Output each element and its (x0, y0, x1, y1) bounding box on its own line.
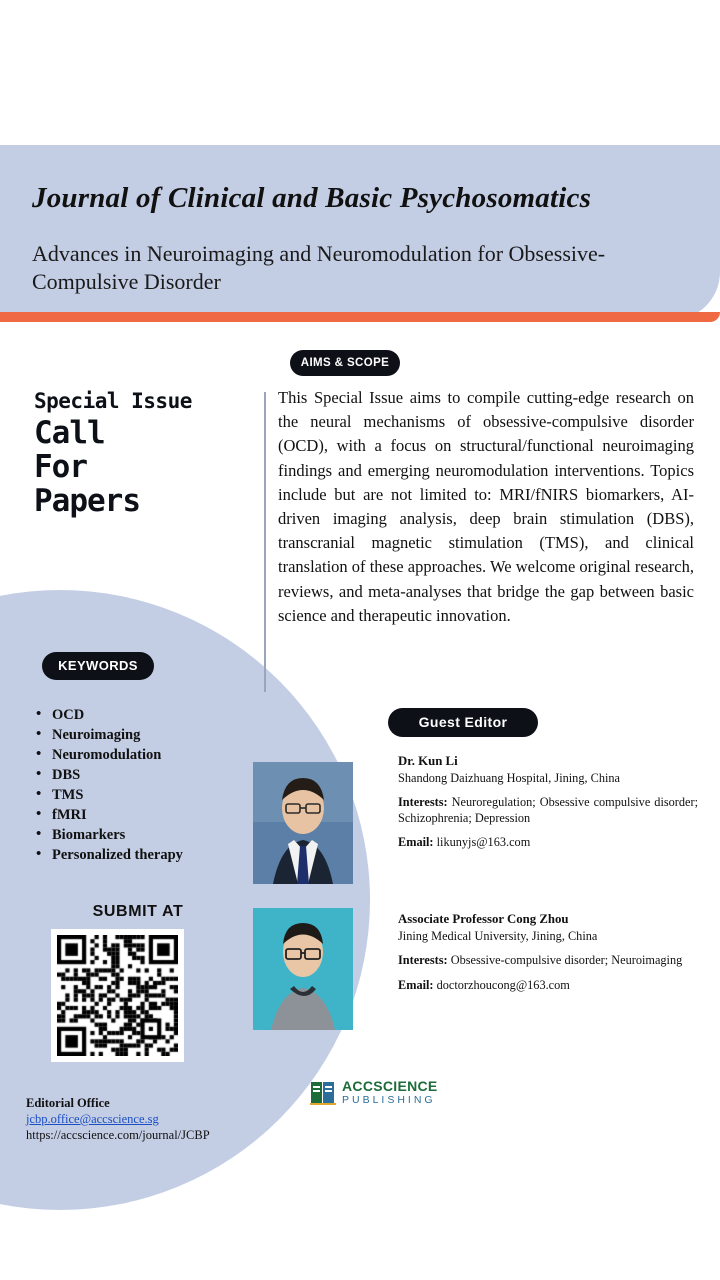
header-accent-bar (0, 312, 720, 322)
editor-interests (398, 795, 698, 826)
avatar (253, 908, 353, 1030)
list-item: • Neuroimaging (30, 726, 290, 746)
journal-title: Journal of Clinical and Basic Psychosomatics (32, 182, 592, 214)
editor-name: Associate Professor Cong Zhou (398, 912, 569, 926)
publisher-name: ACCSCIENCE (342, 1078, 438, 1094)
editor-email-label: Email: (398, 977, 434, 992)
aims-scope-badge: AIMS & SCOPE (290, 350, 400, 376)
aims-divider (264, 392, 266, 692)
list-item: • Personalized therapy (30, 846, 290, 866)
list-item: • fMRI (30, 806, 290, 826)
editorial-office (26, 1095, 326, 1143)
cfp-special-issue-label: Special Issue (34, 389, 192, 413)
editor-info-2 (398, 912, 698, 993)
list-item: • Biomarkers (30, 826, 290, 846)
editor-email-label: Email: (398, 835, 434, 849)
qr-code-canvas[interactable] (57, 935, 178, 1056)
editor-email (398, 978, 698, 994)
editor-affiliation: Jining Medical University, Jining, China (398, 928, 598, 943)
aims-scope-text: This Special Issue aims to compile cutting-edge research on the neural mechanisms of obsessive-compulsive disorder (OCD), with a focus on structural/functional neuroimaging findings and emerging neuromodulation interventions. Topics include but are not limited to: MRI/fNIRS biomarkers, AI-driven imaging analysis, deep brain stimulation (DBS), transcranial magnetic stimulation (TMS), and clinical translation of these approaches. We welcome original research, reviews, and meta-analyses that bridge the gap between basic science and therapeutic innovation. (278, 388, 694, 625)
editor-interests-label: Interests: (398, 953, 448, 967)
editor-interests (398, 953, 698, 969)
list-item: • Neuromodulation (30, 746, 290, 766)
publisher-subtitle: PUBLISHING (342, 1094, 436, 1106)
cfp-call-label: Call (34, 415, 105, 451)
keywords-badge: KEYWORDS (42, 652, 154, 680)
editor-affiliation: Shandong Daizhuang Hospital, Jining, China (398, 770, 621, 785)
qr-code[interactable] (51, 929, 184, 1062)
editor-interests-value: Neuroregulation; Obsessive compulsive disorder; Schizophrenia; Depression (398, 795, 699, 825)
editorial-office-email-link[interactable]: jcbp.office@accscience.sg (26, 1112, 159, 1126)
book-icon (310, 1080, 336, 1106)
editorial-office-url[interactable]: https://accscience.com/journal/JCBP (26, 1128, 210, 1142)
editor-photo-1 (253, 762, 353, 884)
editor-email-value[interactable]: doctorzhoucong@163.com (436, 977, 570, 992)
guest-editor-badge: Guest Editor (388, 708, 538, 737)
editor-email (398, 835, 698, 851)
editor-photo-2 (253, 908, 353, 1030)
list-item: • OCD (30, 706, 290, 726)
editor-email-value[interactable]: likunyjs@163.com (436, 835, 531, 849)
avatar (253, 762, 353, 884)
publisher-logo (310, 1078, 510, 1118)
keywords-list (30, 706, 290, 866)
call-for-papers-block (34, 388, 254, 518)
editor-name: Dr. Kun Li (398, 754, 458, 768)
editor-interests-value: Obsessive-compulsive disorder; Neuroimaging (450, 953, 683, 967)
editorial-office-title: Editorial Office (26, 1096, 110, 1110)
list-item: • TMS (30, 786, 290, 806)
list-item: • DBS (30, 766, 290, 786)
editor-info-1 (398, 754, 698, 851)
cfp-papers-label: Papers (34, 483, 140, 519)
submit-at-label: SUBMIT AT (92, 903, 184, 920)
special-issue-title: Advances in Neuroimaging and Neuromodulation for Obsessive-Compulsive Disorder (32, 241, 606, 294)
editor-interests-label: Interests: (398, 795, 448, 809)
publisher-text (342, 1079, 438, 1107)
cfp-for-label: For (34, 449, 87, 485)
